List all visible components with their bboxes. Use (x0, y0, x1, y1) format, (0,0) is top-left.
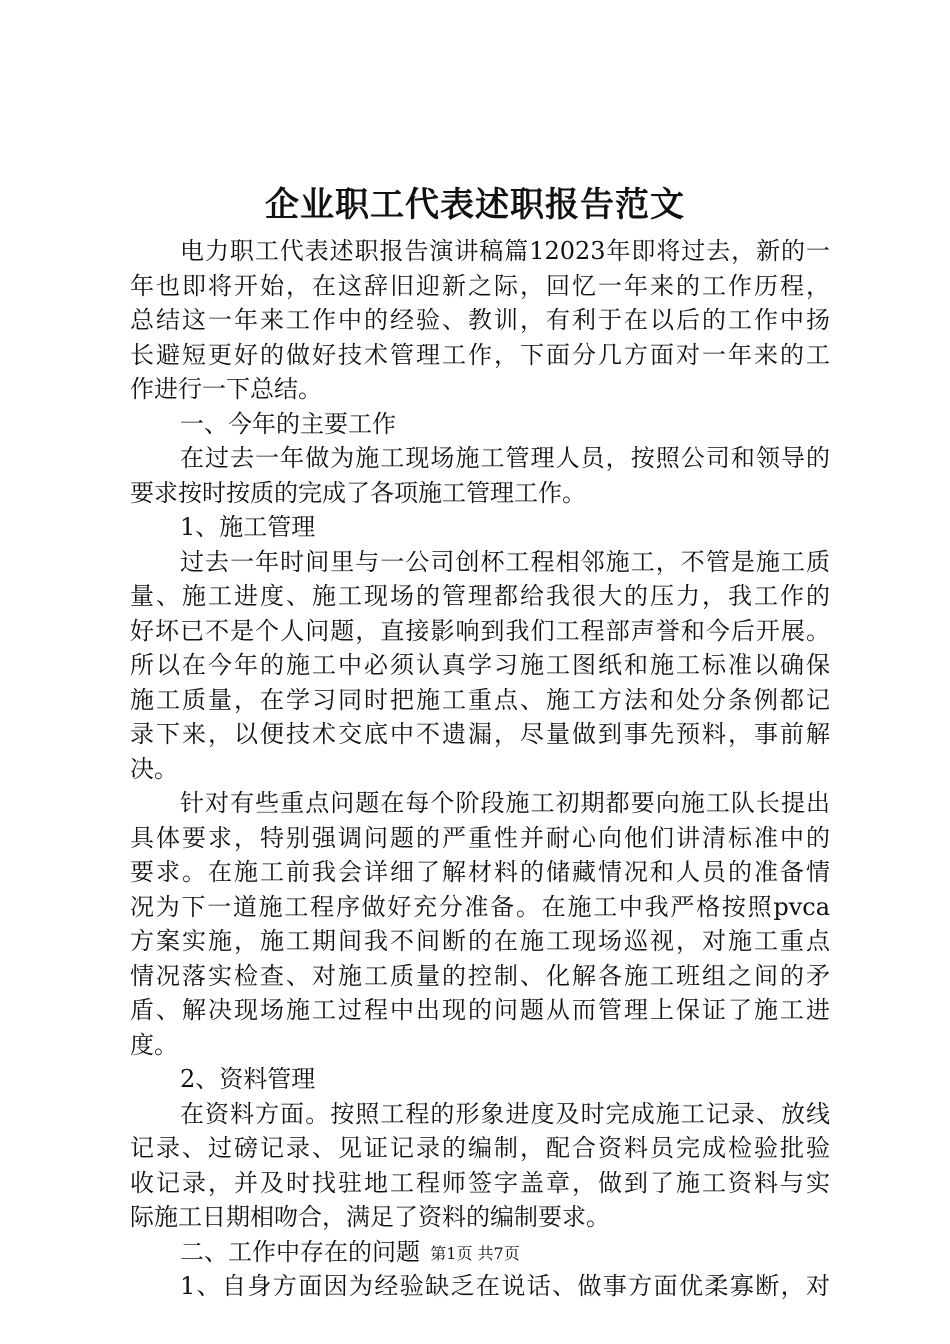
text-line: 过去一年时间里与一公司创杯工程相邻施工，不管是施工质 (180, 547, 830, 576)
text-line: 年也即将开始，在这辞旧迎新之际，回忆一年来的工作历程， (130, 271, 830, 300)
text-line: 所以在今年的施工中必须认真学习施工图纸和施工标准以确保 (130, 651, 830, 679)
text-line: 录下来，以便技术交底中不遗漏，尽量做到事先预料，事前解 (130, 720, 830, 748)
text-line: 针对有些重点问题在每个阶段施工初期都要向施工队长提出 (180, 789, 830, 817)
text-line: 度。 (130, 1030, 178, 1059)
text-line: 量、施工进度、施工现场的管理都给我很大的压力，我工作的 (130, 582, 830, 610)
text-line: 1、自身方面因为经验缺乏在说话、做事方面优柔寡断，对 (180, 1272, 830, 1300)
text-line: 具体要求，特别强调问题的严重性并耐心向他们讲清标准中的 (130, 823, 830, 852)
page-number: 第1页 共7页 (430, 1244, 520, 1263)
text-line: 决。 (130, 754, 178, 783)
text-line: 方案实施，施工期间我不间断的在施工现场巡视，对施工重点 (130, 927, 830, 955)
text-line: 况为下一道施工程序做好充分准备。在施工中我严格按照pvca (130, 892, 830, 921)
text-line: 电力职工代表述职报告演讲稿篇12023年即将过去，新的一 (180, 237, 830, 265)
text-line: 盾、解决现场施工过程中出现的问题从而管理上保证了施工进 (130, 996, 830, 1024)
text-line: 情况落实检查、对施工质量的控制、化解各施工班组之间的矛 (130, 961, 830, 990)
text-line: 要求按时按质的完成了各项施工管理工作。 (130, 478, 586, 507)
text-line: 好坏已不是个人问题，直接影响到我们工程部声誉和今后开展。 (130, 616, 830, 645)
document-title: 企业职工代表述职报告范文 (265, 185, 685, 225)
text-line: 施工质量，在学习同时把施工重点、施工方法和处分条例都记 (130, 685, 830, 714)
text-line: 在过去一年做为施工现场施工管理人员，按照公司和领导的 (180, 444, 830, 472)
text-line: 长避短更好的做好技术管理工作，下面分几方面对一年来的工 (130, 340, 830, 369)
section-heading: 一、今年的主要工作 (180, 409, 396, 438)
text-line: 在资料方面。按照工程的形象进度及时完成施工记录、放线 (180, 1099, 830, 1128)
document-body (130, 234, 830, 1304)
subsection-heading: 1、施工管理 (180, 513, 316, 541)
text-line: 总结这一年来工作中的经验、教训，有利于在以后的工作中扬 (130, 306, 830, 334)
subsection-heading: 2、资料管理 (180, 1065, 316, 1093)
text-line: 要求。在施工前我会详细了解材料的储藏情况和人员的准备情 (130, 858, 830, 886)
section-heading: 二、工作中存在的问题 (180, 1237, 420, 1266)
text-line: 记录、过磅记录、见证记录的编制，配合资料员完成检验批验 (130, 1134, 830, 1162)
text-line: 作进行一下总结。 (130, 375, 322, 403)
text-line: 际施工日期相吻合，满足了资料的编制要求。 (130, 1203, 610, 1231)
text-line: 收记录，并及时找驻地工程师签字盖章，做到了施工资料与实 (130, 1168, 830, 1197)
